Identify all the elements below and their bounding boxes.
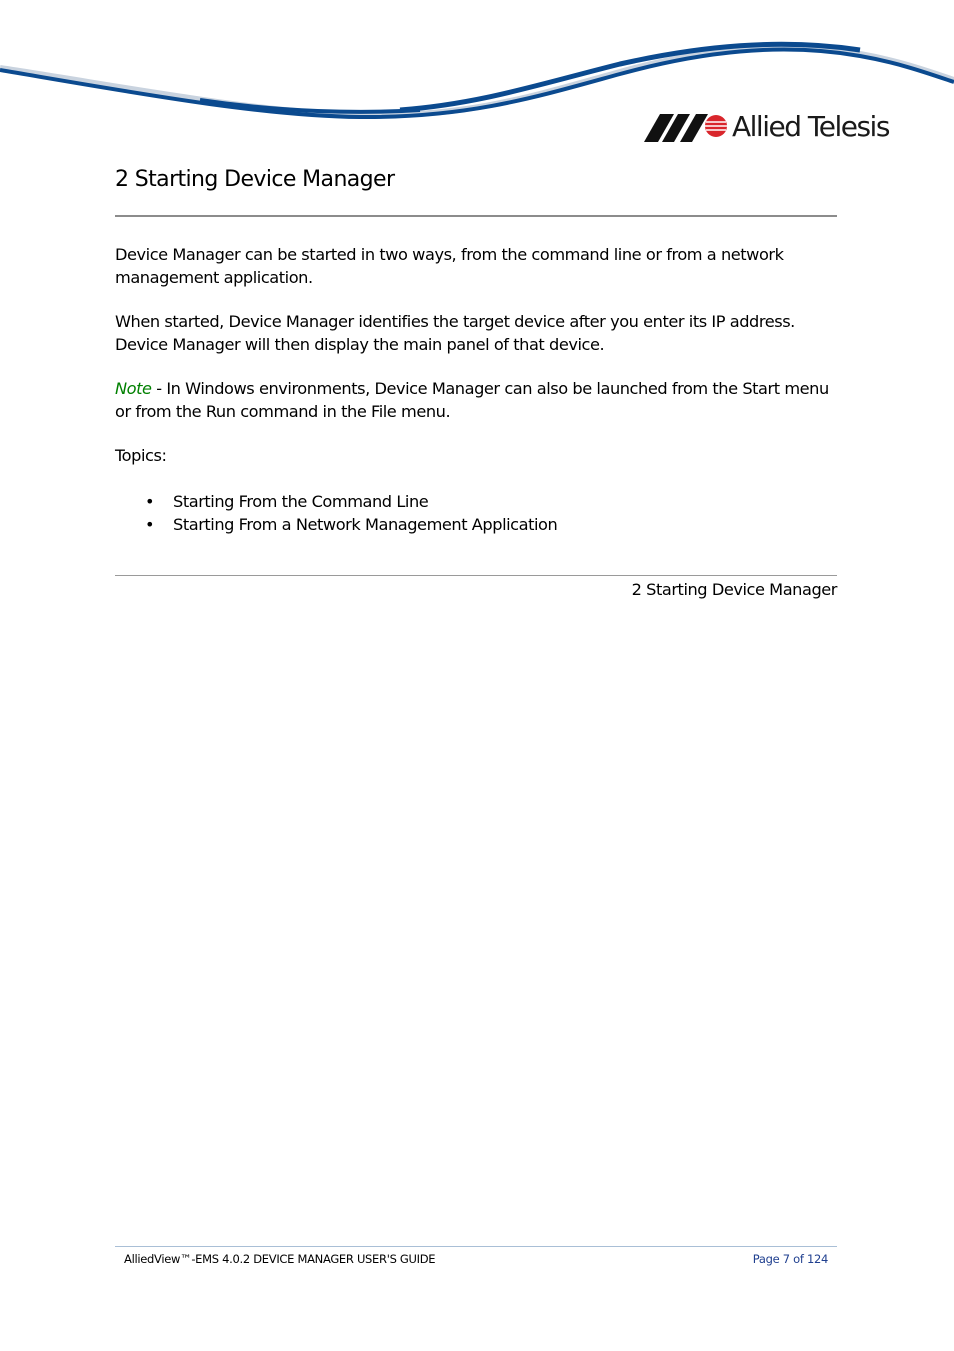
- intro-paragraph: Device Manager can be started in two ways, from the command line or from a network management application.: [115, 245, 784, 287]
- note-label: Note: [115, 379, 152, 398]
- bullet-icon: •: [145, 515, 155, 534]
- start-paragraph: When started, Device Manager identifies the target device after you enter its IP address. Device Manager will then display the main panel of that device.: [115, 312, 795, 354]
- allied-telesis-logo: [644, 108, 904, 148]
- title-divider: [115, 215, 837, 217]
- topics-label: Topics:: [115, 446, 167, 465]
- topic-item-network-management[interactable]: [145, 513, 557, 536]
- section-divider: [115, 575, 837, 576]
- allied-telesis-logo-mark-icon: [644, 114, 728, 142]
- note-text: - In Windows environments, Device Manager can also be launched from the Start menu or from the Run command in the File menu.: [115, 379, 829, 421]
- logo-wordmark: Allied Telesis: [732, 110, 889, 143]
- footer-guide-title: AlliedView™-EMS 4.0.2 DEVICE MANAGER USER'S GUIDE: [124, 1252, 436, 1266]
- note-paragraph: [115, 378, 837, 423]
- topics-list: [145, 490, 557, 536]
- topic-link-command-line[interactable]: Starting From the Command Line: [173, 492, 429, 511]
- page-title: 2 Starting Device Manager: [115, 167, 395, 192]
- bullet-icon: •: [145, 492, 155, 511]
- topic-item-command-line[interactable]: [145, 490, 557, 513]
- footer-divider: [115, 1246, 837, 1247]
- topic-link-network-management[interactable]: Starting From a Network Management Application: [173, 515, 558, 534]
- section-footer-title: 2 Starting Device Manager: [631, 580, 837, 599]
- footer-page-number: Page 7 of 124: [752, 1252, 828, 1266]
